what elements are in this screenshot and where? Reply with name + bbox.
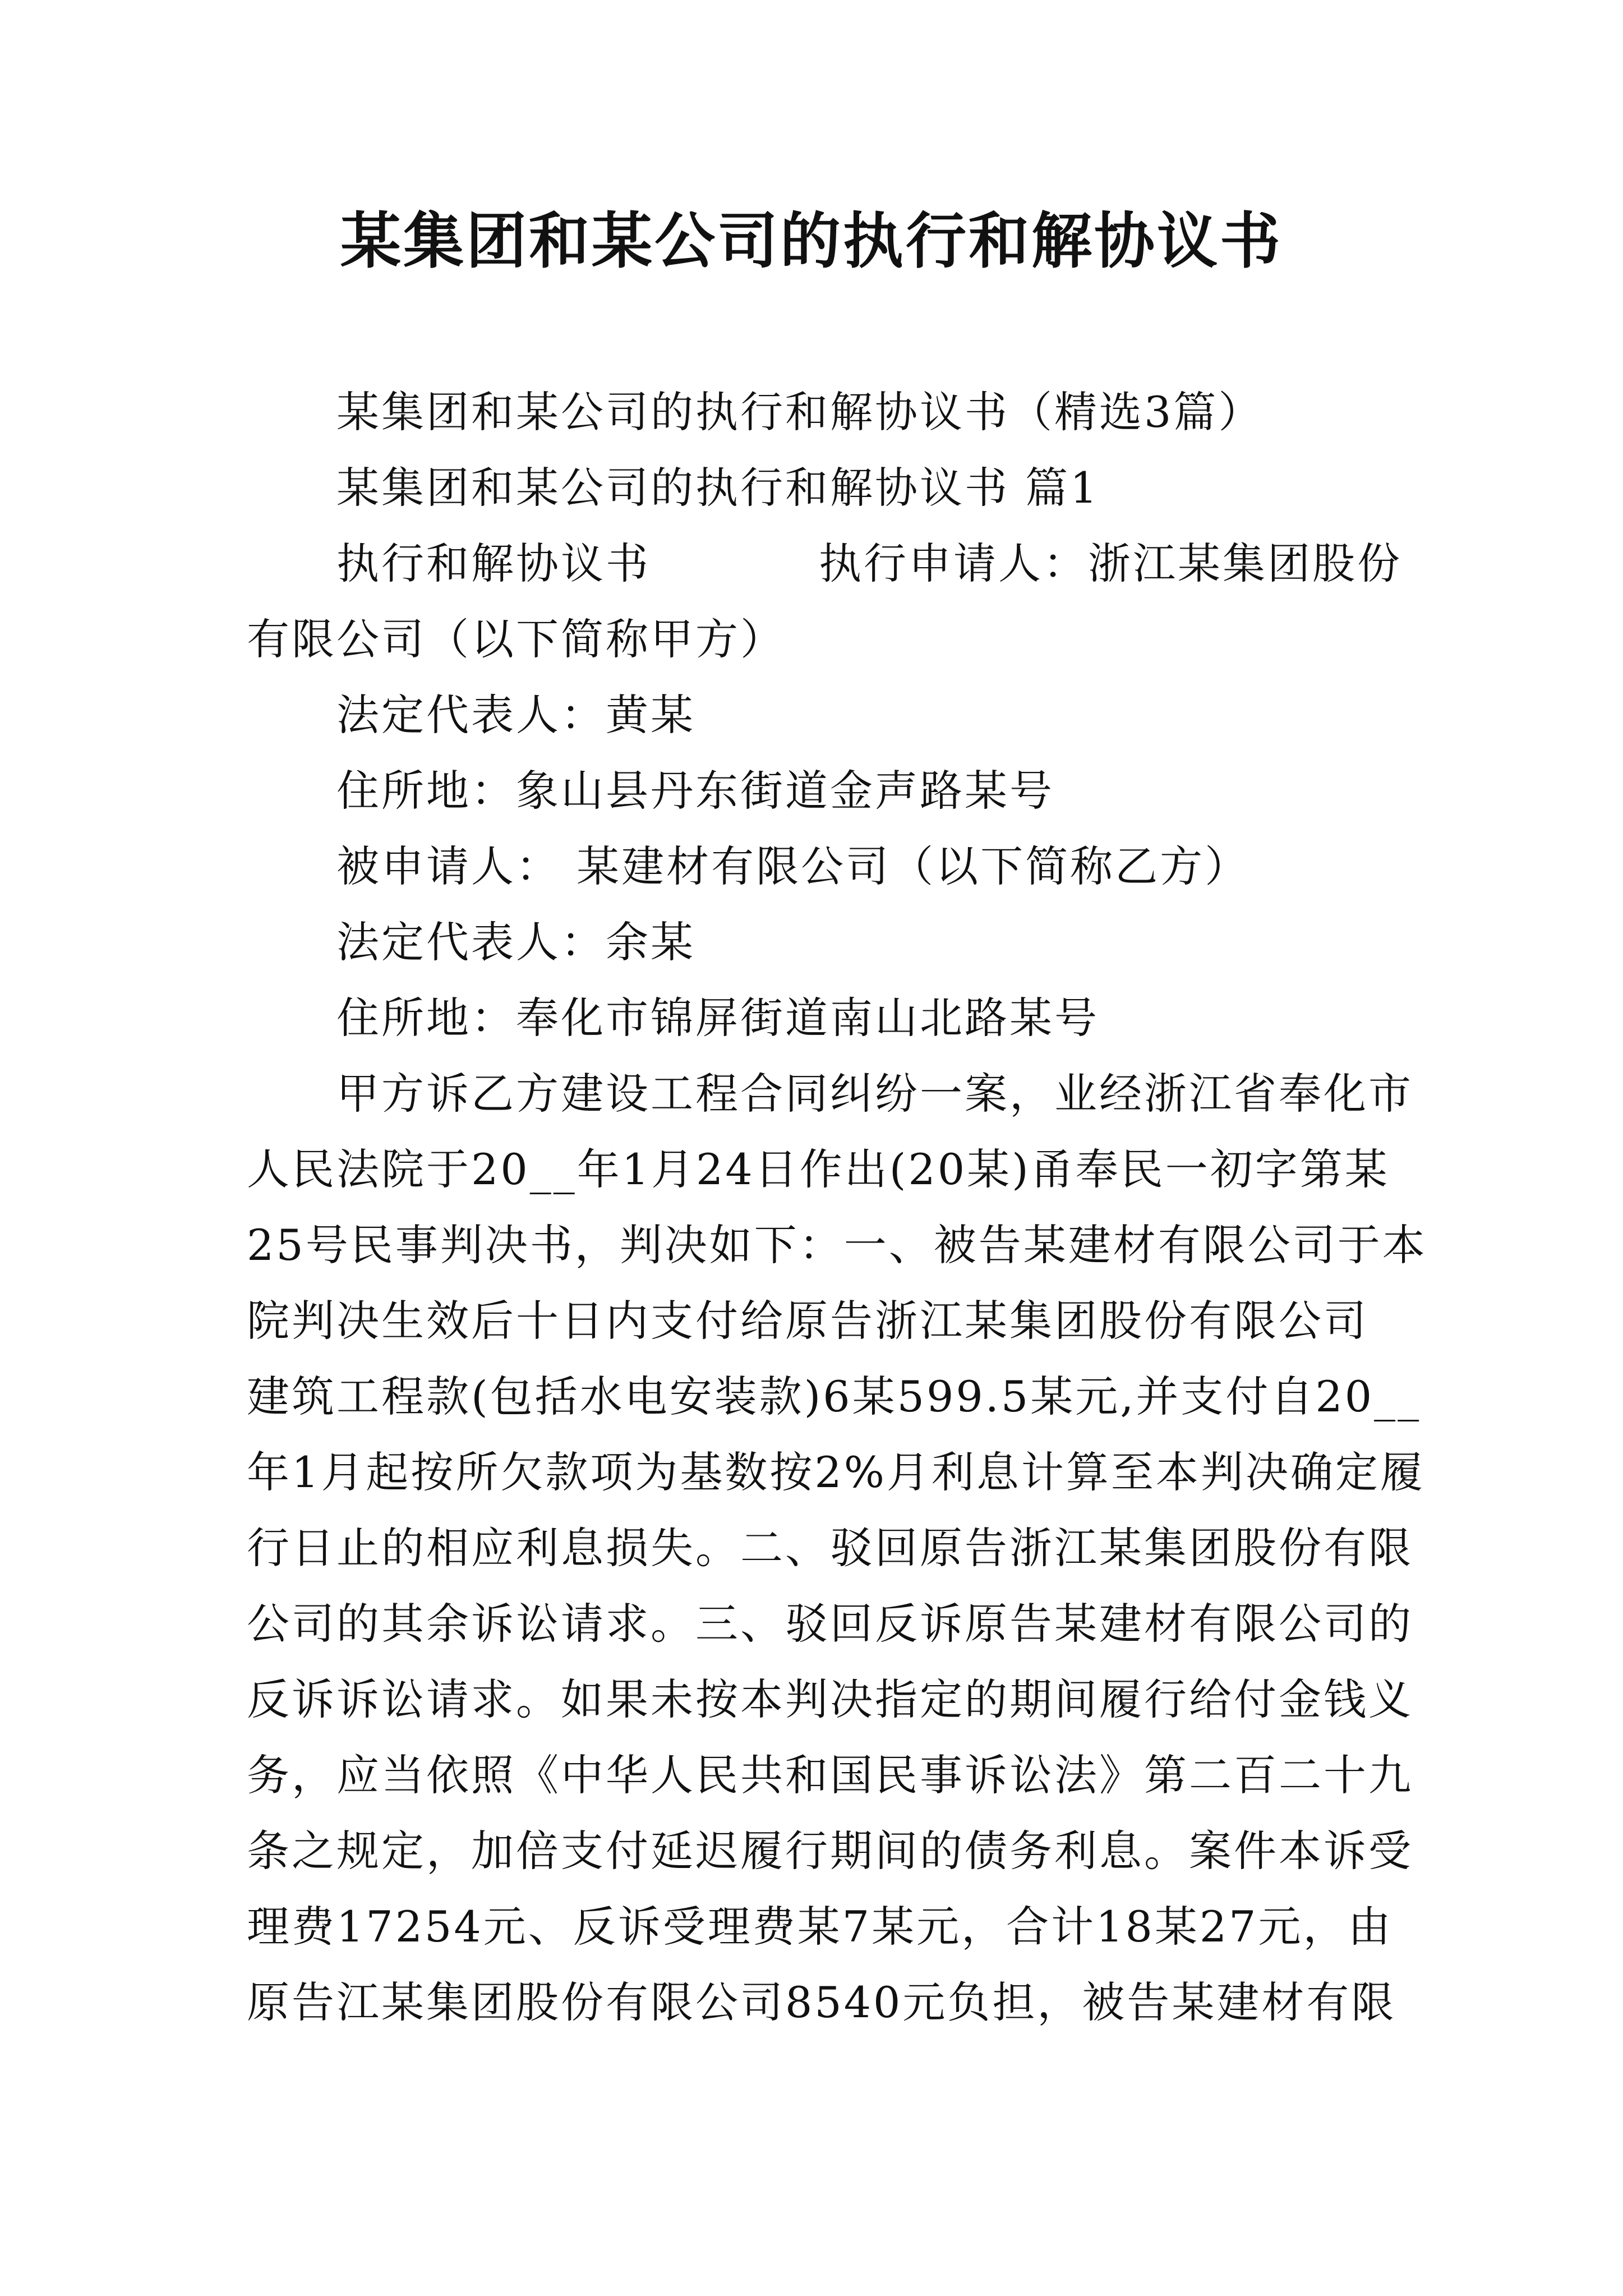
body-line: 建筑工程款(包括水电安装款)6某599.5某元,并支付自20__: [247, 1372, 1422, 1421]
document-title: 某集团和某公司的执行和解协议书: [340, 206, 1283, 277]
body-line: 务，应当依照《中华人民共和国民事诉讼法》第二百二十九: [247, 1750, 1413, 1800]
body-line: 公司的其余诉讼请求。三、驳回反诉原告某建材有限公司的: [247, 1599, 1413, 1649]
agreement-heading-line: [336, 533, 1402, 595]
body-line: 反诉诉讼请求。如果未按本判决指定的期间履行给付金钱义: [247, 1674, 1413, 1724]
body-line: 条之规定，加倍支付延迟履行期间的债务利息。案件本诉受: [247, 1826, 1413, 1876]
legal-rep-line: 法定代表人：黄某: [336, 690, 695, 740]
subtitle-line: 某集团和某公司的执行和解协议书（精选3篇）: [336, 387, 1264, 437]
respondent-line: 被申请人： 某建材有限公司（以下简称乙方）: [336, 841, 1250, 891]
body-line: 人民法院于20__年1月24日作出(20某)甬奉民一初字第某: [247, 1144, 1390, 1194]
body-line: 原告江某集团股份有限公司8540元负担，被告某建材有限: [247, 1977, 1396, 2027]
body-line: 年1月起按所欠款项为基数按2%月利息计算至本判决确定履: [247, 1447, 1425, 1497]
body-line: 甲方诉乙方建设工程合同纠纷一案，业经浙江省奉化市: [336, 1069, 1413, 1119]
body-line: 25号民事判决书，判决如下：一、被告某建材有限公司于本: [247, 1220, 1427, 1270]
agreement-heading: 执行和解协议书: [336, 539, 651, 588]
body-line: 理费17254元、反诉受理费某7某元，合计18某27元，由: [247, 1902, 1393, 1952]
applicant-label: 执行申请人：浙江某集团股份: [819, 539, 1402, 588]
legal-rep-line: 法定代表人：余某: [336, 917, 695, 967]
address-line: 住所地：象山县丹东街道金声路某号: [336, 766, 1054, 816]
address-line: 住所地：奉化市锦屏街道南山北路某号: [336, 993, 1099, 1043]
section-heading: 某集团和某公司的执行和解协议书 篇1: [336, 463, 1100, 513]
body-line: 有限公司（以下简称甲方）: [247, 614, 785, 664]
body-line: 院判决生效后十日内支付给原告浙江某集团股份有限公司: [247, 1296, 1368, 1346]
body-line: 行日止的相应利息损失。二、驳回原告浙江某集团股份有限: [247, 1523, 1413, 1573]
